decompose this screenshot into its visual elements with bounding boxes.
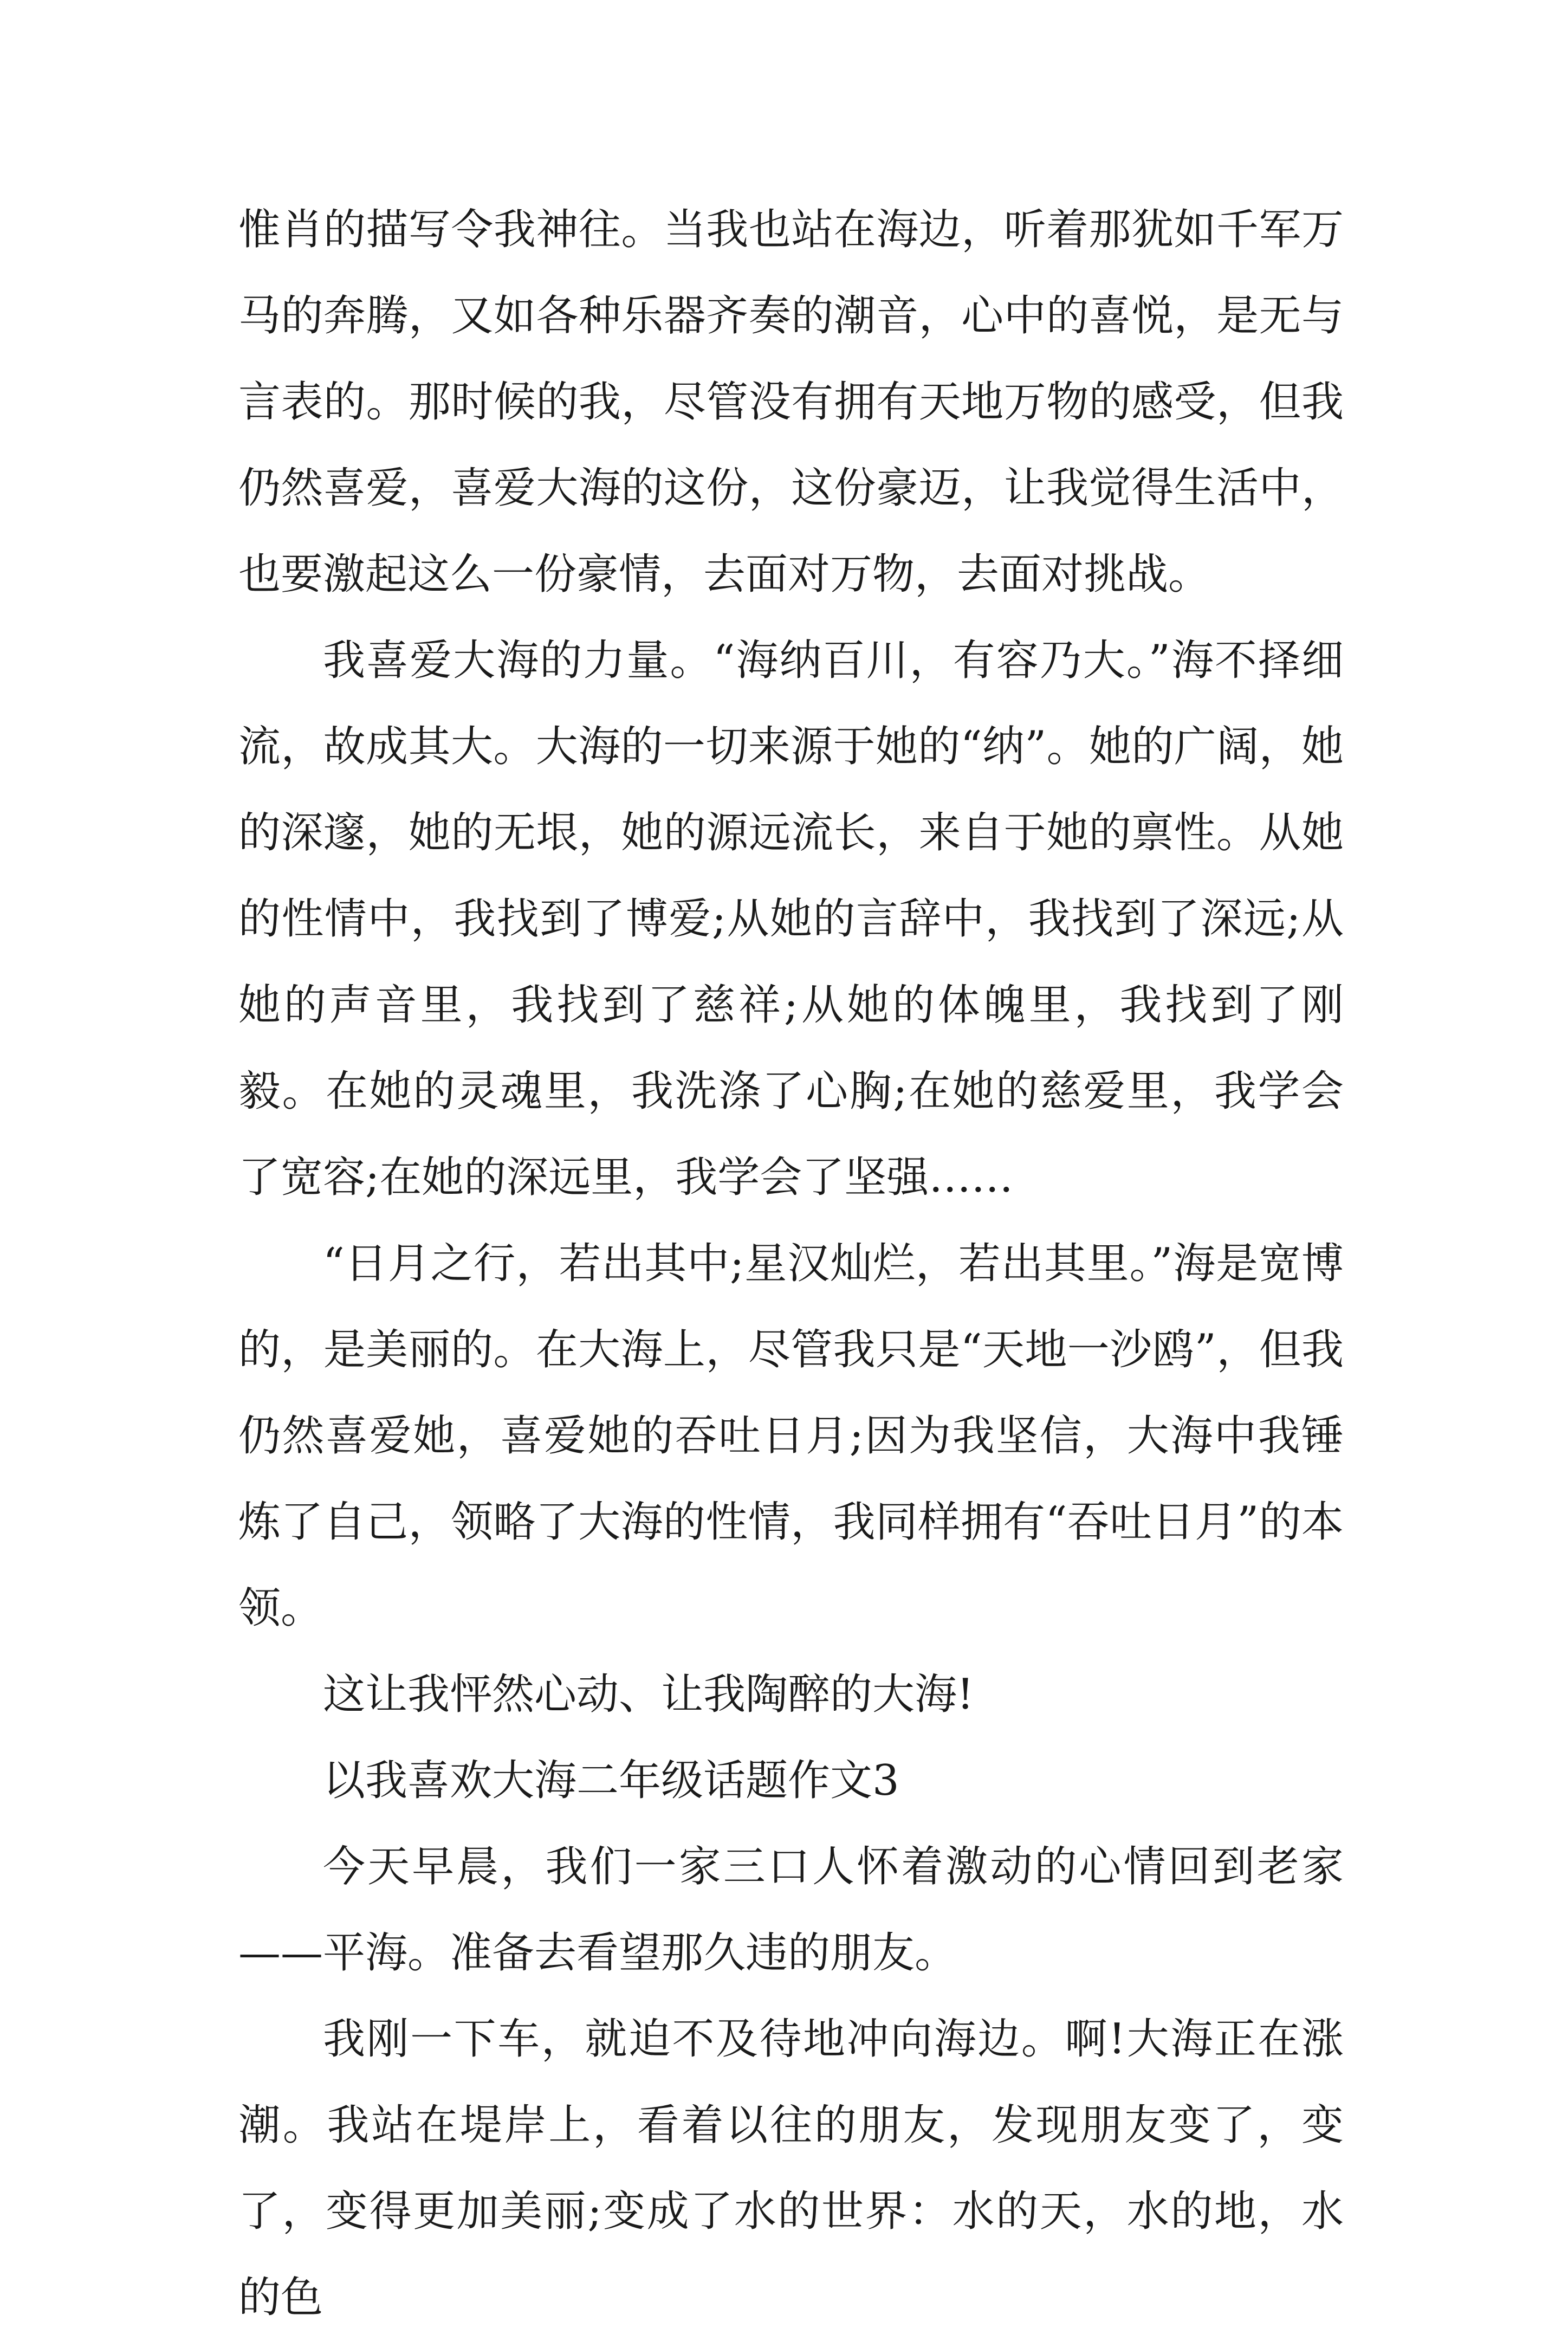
paragraph-arrival: 我刚一下车，就迫不及待地冲向海边。啊!大海正在涨潮。我站在堤岸上，看着以往的朋友，发现朋友变了，变了，变得更加美丽;变成了水的世界：水的天，水的地，水的色 (238, 2015, 1344, 2322)
paragraph-continuation: 惟肖的描写令我神往。当我也站在海边，听着那犹如千军万马的奔腾，又如各种乐器齐奏的潮音，心中的喜悦，是无与言表的。那时候的我，尽管没有拥有天地万物的感受，但我仍然喜爱，喜爱大海的这份，这份豪迈，让我觉得生活中，也要激起这么一份豪情，去面对万物，去面对挑战。 (238, 205, 1344, 599)
paragraph-exclamation: 这让我怦然心动、让我陶醉的大海! (323, 1670, 974, 1719)
document-body (238, 187, 1344, 2341)
essay-heading: 以我喜欢大海二年级话题作文3 (323, 1756, 899, 1805)
paragraph-sun-moon: “日月之行，若出其中;星汉灿烂，若出其里。”海是宽博的，是美丽的。在大海上，尽管我只是“天地一沙鸥”，但我仍然喜爱她，喜爱她的吞吐日月;因为我坚信，大海中我锤炼了自己，领略了大海的性情，我同样拥有“吞吐日月”的本领。 (238, 1239, 1344, 1633)
paragraph-sea-power: 我喜爱大海的力量。“海纳百川，有容乃大。”海不择细流，故成其大。大海的一切来源于她的“纳”。她的广阔，她的深邃，她的无垠，她的源远流长，来自于她的禀性。从她的性情中，我找到了博爱;从她的言辞中，我找到了深远;从她的声音里，我找到了慈祥;从她的体魄里，我找到了刚毅。在她的灵魂里，我洗涤了心胸;在她的慈爱里，我学会了宽容;在她的深远里，我学会了坚强…… (238, 636, 1344, 1202)
paragraph-morning: 今天早晨，我们一家三口人怀着激动的心情回到老家——平海。准备去看望那久违的朋友。 (238, 1842, 1344, 1977)
